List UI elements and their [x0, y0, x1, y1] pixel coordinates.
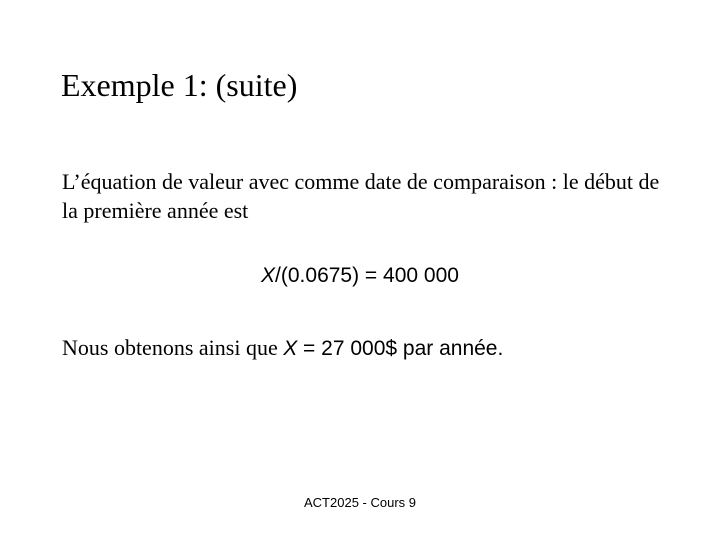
conclusion-prefix: Nous obtenons ainsi que [62, 335, 284, 360]
equation-expression: /(0.0675) = 400 000 [275, 264, 459, 287]
conclusion-variable: X [283, 337, 298, 360]
conclusion-suffix: = 27 000$ par année. [297, 337, 504, 360]
equation-description: L’équation de valeur avec comme date de comparaison : le début de la première année est [62, 169, 660, 223]
equation-variable: X [261, 264, 276, 287]
value-equation [0, 262, 720, 290]
slide-footer: ACT2025 - Cours 9 [304, 495, 416, 510]
conclusion-line [62, 334, 503, 363]
slide-title: Exemple 1: (suite) [61, 67, 298, 103]
